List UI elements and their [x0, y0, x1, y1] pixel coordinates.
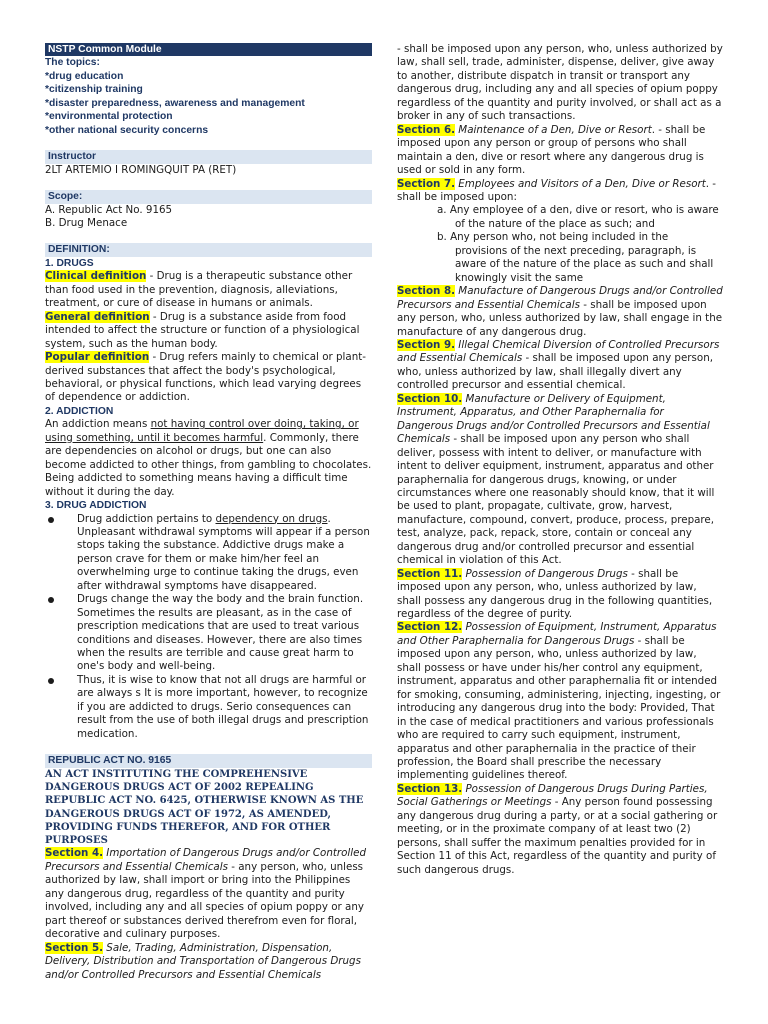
- section-8: [397, 285, 723, 339]
- section-9: [397, 339, 723, 393]
- ra-heading: REPUBLIC ACT NO. 9165: [45, 754, 372, 767]
- section-label: Section 8.: [397, 285, 456, 298]
- section-text: - Any person found possessing any dangerous drug during a party, or at a social gathering or meeting, or in the proximate company of at least two (2) persons, shall suffer the maximum penalties provided for in Section 11 of this Act, regardless of the quantity and purity of such dangerous drugs.: [397, 796, 718, 876]
- section-7-items: [397, 204, 723, 285]
- act-title: AN ACT INSTITUTING THE COMPREHENSIVE DANGEROUS DRUGS ACT OF 2002 REPEALING REPUBLIC ACT NO. 6425, OTHERWISE KNOWN AS THE DANGEROUS DRUGS ACT OF 1972, AS AMENDED, PROVIDING FUNDS THEREFOR, AND FOR OTHER PURPOSES: [45, 768, 364, 847]
- scope-heading: Scope:: [45, 190, 372, 203]
- section-12: [397, 621, 723, 782]
- topics-heading: The topics:: [45, 57, 100, 69]
- addiction-underlined: not having control over doing, taking, or using something, until it becomes harmful: [45, 418, 359, 444]
- section-text: - shall be imposed upon any person, who, unless authorized by law, shall possess any dangerous drug in the following quantities, regardless of the degree of purity.: [397, 567, 713, 621]
- section-text: - shall be imposed upon any person, who, unless authorized by law, shall engage in the manufacture of any dangerous drug.: [397, 298, 723, 338]
- section-text: - shall be imposed upon any person, who, unless authorized by law, shall possess or have under his/her control any equipment, instrument, apparatus and other paraphernalia fit or intended for smoking, consuming, administering, injecting, ingesting, or introducing any dangerous drug into the body: Provided, That in the case of medical practitioners and various professionals who are required to carry such equipment, instrument, apparatus and other paraphernalia in the practice of their profession, the Board shall prescribe the necessary implementing guidelines thereof.: [397, 634, 721, 782]
- section-text: - shall be imposed upon any person, who, unless authorized by law, shall sell, trade, administer, dispense, deliver, give away to another, distribute dispatch in transit or transport any dangerous drug, including any and all species of opium poppy regardless of the quantity and purity involved, or shall act as a broker in any of such transactions.: [397, 43, 723, 123]
- popular-definition: [45, 351, 372, 405]
- list-item: a. Any employee of a den, dive or resort, who is aware of the nature of the place as such; and: [437, 204, 719, 230]
- section-title: Possession of Dangerous Drugs: [462, 567, 628, 580]
- section-5-cont: [397, 43, 723, 124]
- popular-text: - Drug refers mainly to chemical or plant-derived substances that affect the body's psychological, behavioral, or physical functions, which lead varying degrees of dependence or addiction.: [45, 351, 366, 404]
- section-title: Manufacture or Delivery of Equipment, Instrument, Apparatus, and Other Paraphernalia for Dangerous Drugs and/or Controlled Precursors and Essential Chemicals: [397, 392, 710, 446]
- section-11: [397, 568, 723, 622]
- list-item: Thus, it is wise to know that not all drugs are harmful or are always s It is more important, however, to recognize if you are addicted to drugs. Serio consequences can result from the use of both illegal drugs and prescription medication.: [45, 674, 372, 741]
- section-4: [45, 847, 372, 941]
- section-label: Section 13.: [397, 782, 463, 795]
- section-text: - shall be imposed upon any person who shall deliver, possess with intent to deliver, or manufacture with intent to deliver equipment, instrument, apparatus and other paraphernalia for dangerous drugs, knowing, or under circumstances where one reasonably should know, that it will be used to plant, propagate, cultivate, grow, harvest, manufacture, compound, convert, produce, process, prepare, test, analyze, pack, repack, store, contain or conceal any dangerous drug and/or controlled precursor and essential chemical in violation of this Act.: [397, 433, 715, 567]
- instructor-name: 2LT ARTEMIO I ROMINGQUIT PA (RET): [45, 163, 237, 176]
- section-title: Maintenance of a Den, Dive or Resort: [455, 123, 652, 136]
- popular-label: Popular definition: [45, 351, 150, 364]
- drugs-heading: 1. DRUGS: [45, 257, 94, 269]
- section-label: Section 11.: [397, 567, 463, 580]
- topics-box: [45, 43, 372, 137]
- module-title: NSTP Common Module: [45, 43, 372, 56]
- left-column: [45, 43, 372, 982]
- section-label: Section 9.: [397, 338, 456, 351]
- scope-item: B. Drug Menace: [45, 216, 128, 229]
- topic-item: *citizenship training: [45, 84, 143, 96]
- addiction-post: . Commonly, there are dependencies on alcohol or drugs, but one can also become addicted to other things, from gambling to chocolates. Being addicted to something means having a difficult time without it during the day.: [45, 431, 372, 498]
- clinical-definition: [45, 270, 372, 310]
- section-5-start: [45, 942, 372, 982]
- section-label: Section 10.: [397, 392, 463, 405]
- bullet-pre: Drug addiction pertains to: [77, 512, 216, 525]
- drug-addiction-list: [45, 513, 372, 742]
- clinical-text: - Drug is a therapeutic substance other than food used in the prevention, diagnosis, alleviations, treatment, or cure of disease in humans or animals.: [45, 270, 353, 310]
- general-text: - Drug is a substance aside from food intended to affect the structure or function of a physiological system, such as the human body.: [45, 310, 360, 350]
- section-label: Section 5.: [45, 941, 104, 954]
- instructor-heading: Instructor: [45, 150, 372, 163]
- section-title: Illegal Chemical Diversion of Controlled Precursors and Essential Chemicals: [397, 338, 720, 365]
- section-label: Section 4.: [45, 847, 104, 860]
- section-title: Possession of Dangerous Drugs During Parties, Social Gatherings or Meetings: [397, 782, 708, 809]
- list-item: b. Any person who, not being included in the provisions of the next preceding, paragraph, is aware of the nature of the place as such and shall knowingly visit the same: [437, 231, 714, 284]
- section-title: Employees and Visitors of a Den, Dive or Resort: [455, 177, 706, 190]
- definition-heading: DEFINITION:: [45, 243, 372, 256]
- section-label: Section 6.: [397, 123, 456, 136]
- bullet-underlined: dependency on drugs: [215, 512, 328, 525]
- list-item: Drugs change the way the body and the brain function. Sometimes the results are pleasant, as in the case of prescription medications that are used to treat various conditions and diseases. However, there are also times when the results are terrible and cause great harm to one's body and well-being.: [45, 593, 372, 674]
- section-text: . - shall be imposed upon:: [397, 177, 717, 203]
- section-label: Section 12.: [397, 621, 463, 634]
- section-10: [397, 393, 723, 568]
- section-title-part: Sale, Trading, Administration, Dispensation, Delivery, Distribution and Transportation of Dangerous Drugs and/or Controlled Precursors and Essential Chemicals: [45, 941, 361, 981]
- right-column: [397, 43, 723, 877]
- section-label: Section 7.: [397, 177, 456, 190]
- section-13: [397, 783, 723, 877]
- section-text: - shall be imposed upon any person, who, unless authorized by law, shall illegally divert any controlled precursor and essential chemical.: [397, 352, 714, 392]
- drug-addiction-heading: 3. DRUG ADDICTION: [45, 500, 147, 512]
- addiction-heading: 2. ADDICTION: [45, 405, 114, 417]
- list-item: [45, 513, 372, 594]
- section-title: Possession of Equipment, Instrument, Apparatus and Other Paraphernalia for Dangerous Drugs: [397, 621, 717, 647]
- section-6: [397, 124, 723, 178]
- section-title: Manufacture of Dangerous Drugs and/or Controlled Precursors and Essential Chemicals: [397, 285, 723, 311]
- scope-item: A. Republic Act No. 9165: [45, 203, 173, 216]
- bullet-post: . Unpleasant withdrawal symptoms will appear if a person stops taking the substance. Addictive drugs make a person crave for them or make him/her feel an overwhelming urge to continue taking the drugs, even after withdrawal symptoms have disappeared.: [77, 512, 370, 592]
- topic-item: *environmental protection: [45, 111, 173, 123]
- section-text: . - shall be imposed upon any person or group of persons who shall maintain a den, dive or resort where any dangerous drug is used or sold in any form.: [397, 123, 706, 177]
- topic-item: *other national security concerns: [45, 124, 209, 136]
- topic-item: *drug education: [45, 70, 124, 82]
- addiction-pre: An addiction means: [45, 418, 151, 431]
- section-title: Importation of Dangerous Drugs and/or Controlled Precursors and Essential Chemicals: [45, 847, 367, 873]
- general-label: General definition: [45, 310, 150, 323]
- section-7: [397, 178, 723, 205]
- section-text: - any person, who, unless authorized by law, shall import or bring into the Philippines any dangerous drug, regardless of the quantity and purity involved, including any and all species of opium poppy or any part thereof or substances derived therefrom even for floral, decorative and culinary purposes.: [45, 860, 364, 941]
- clinical-label: Clinical definition: [45, 270, 147, 283]
- general-definition: [45, 311, 372, 351]
- addiction-paragraph: [45, 418, 372, 499]
- topic-item: *disaster preparedness, awareness and management: [45, 97, 305, 109]
